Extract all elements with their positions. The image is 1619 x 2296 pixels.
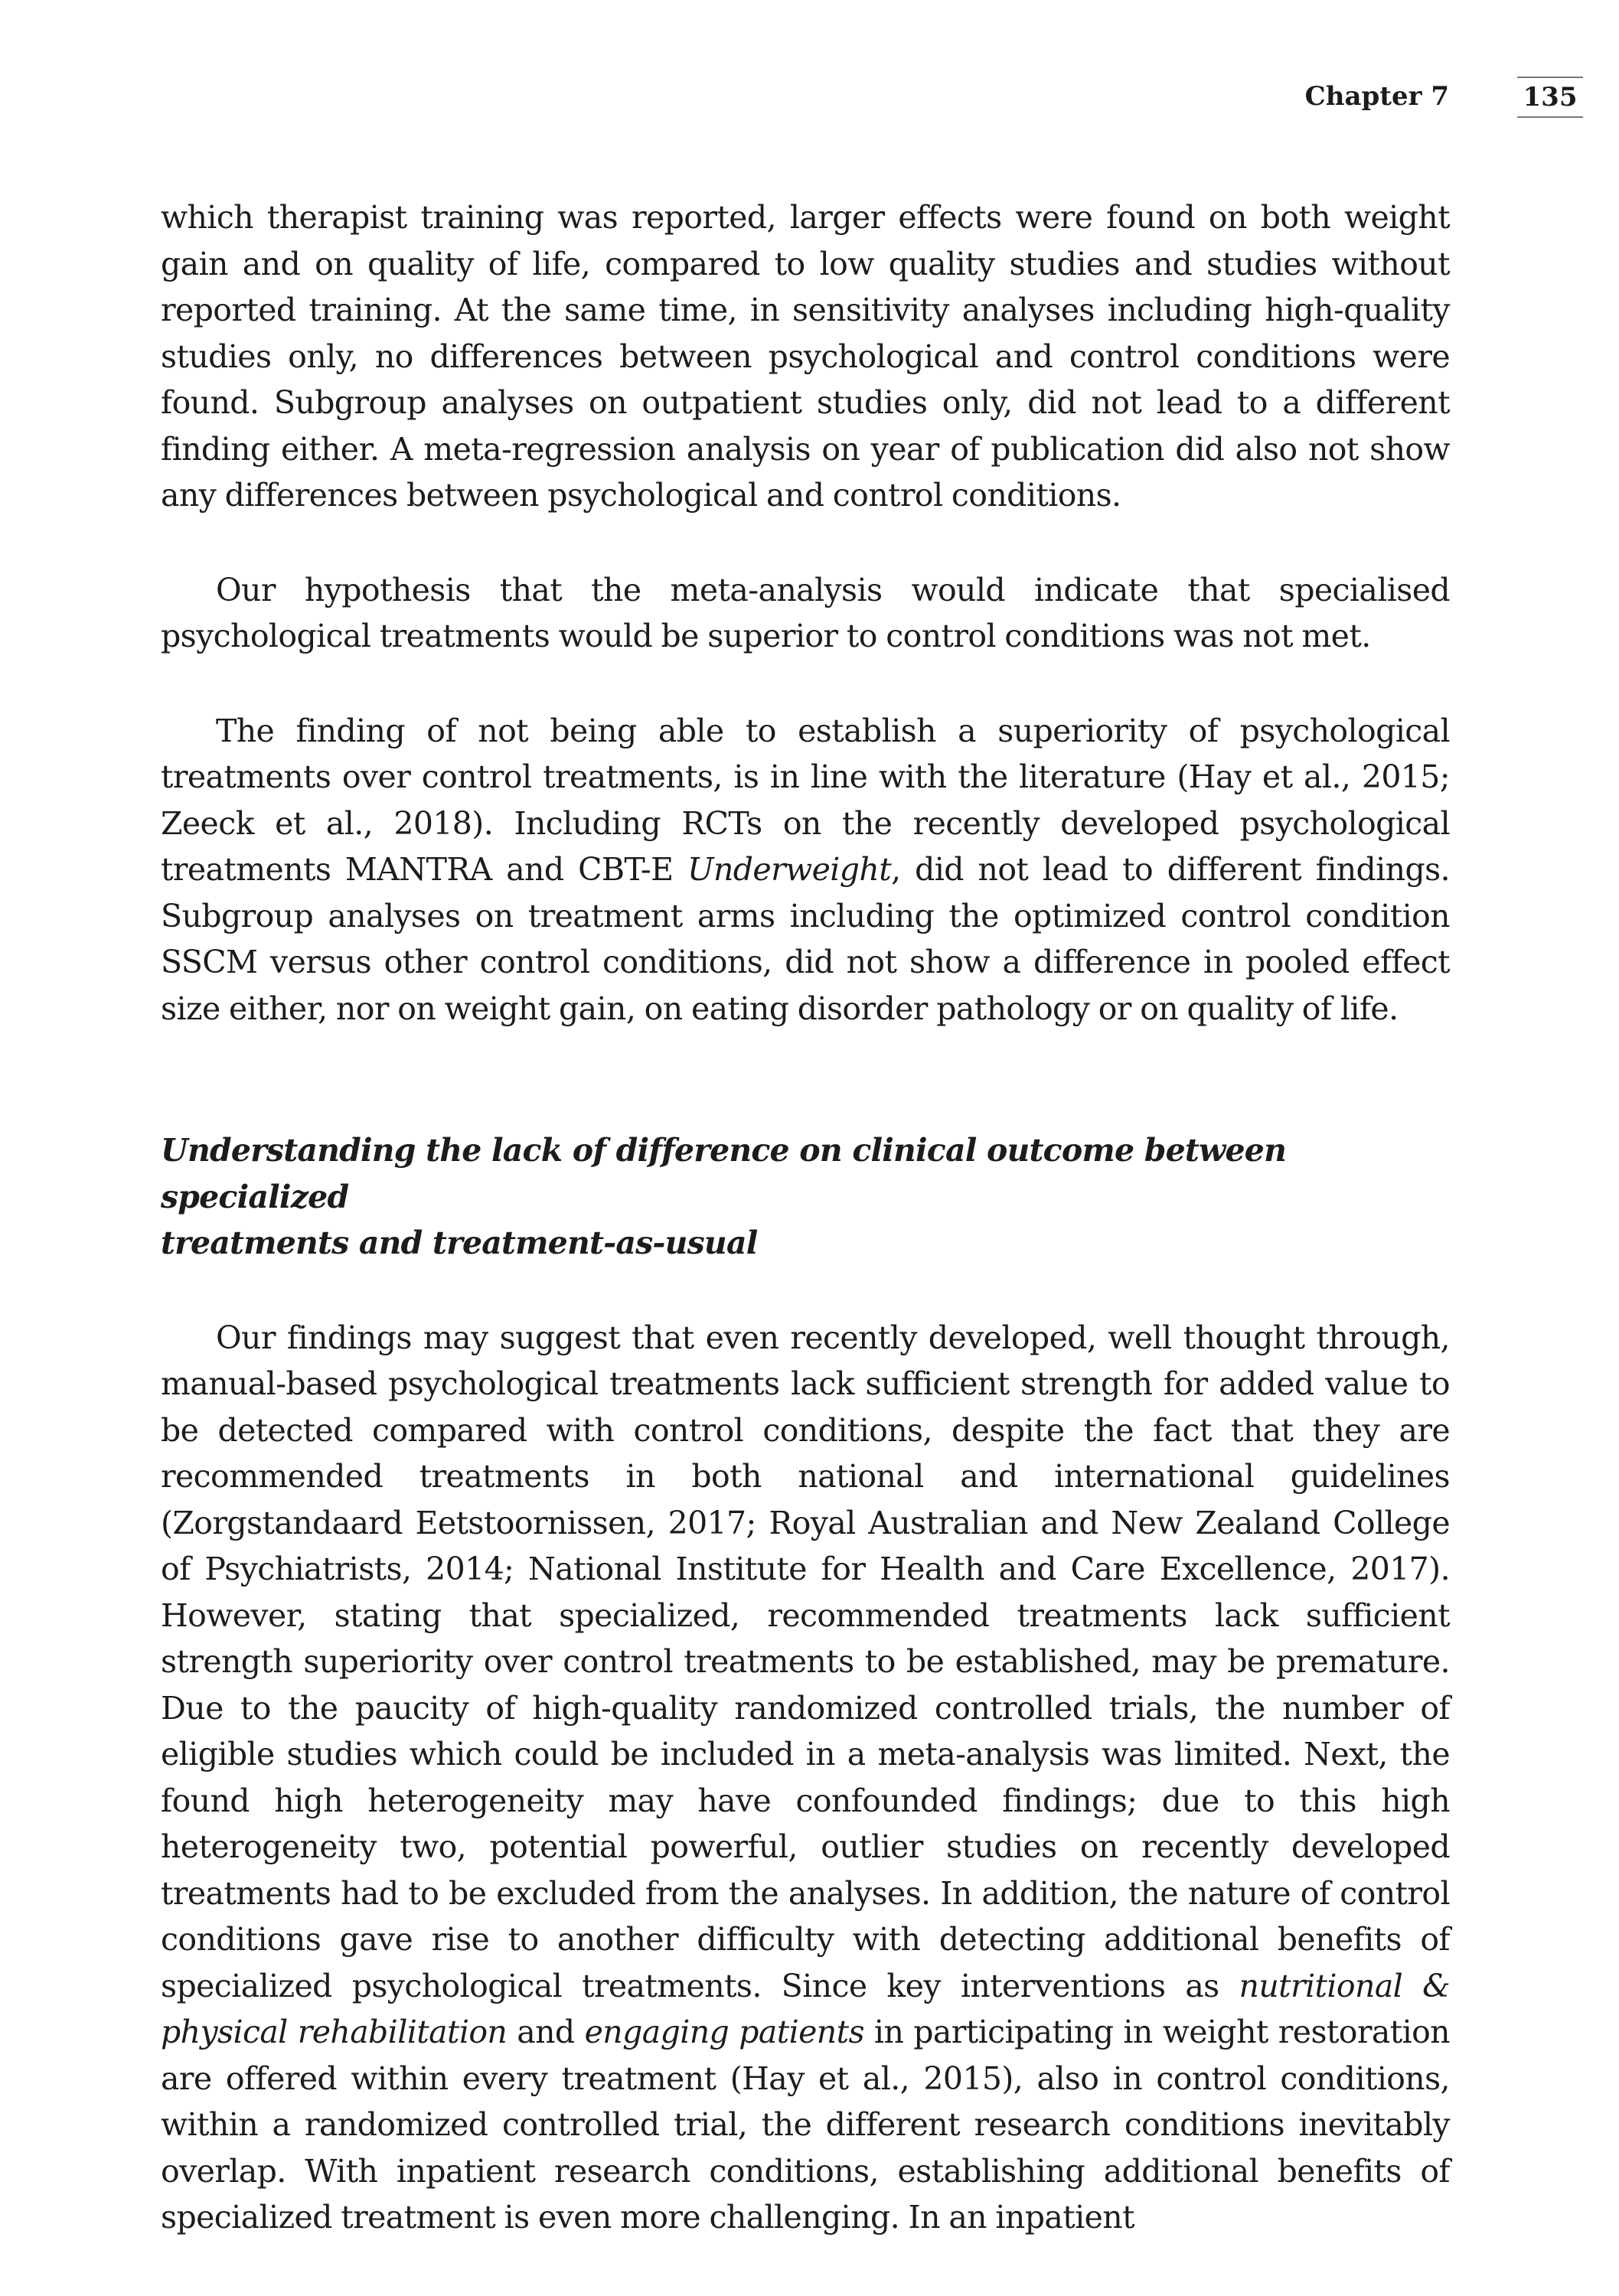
- section-heading-line-1: Understanding the lack of difference on clinical outcome between specialized: [161, 1132, 1287, 1215]
- running-header: [0, 77, 1619, 122]
- paragraph-hypothesis: Our hypothesis that the meta-analysis would indicate that specialised psychological treatments would be superior to control conditions was not met.: [161, 571, 1450, 654]
- page-number: 135: [1517, 77, 1583, 118]
- body-text: [161, 194, 1450, 2241]
- italic-term-rehabilitation: nutritional & physical rehabilitation: [161, 1967, 1450, 2050]
- paragraph-training-effects: which therapist training was reported, larger effects were found on both weight gain and on quality of life, compared to low quality studies and studies without reported training. At the same time, in sensitivity analyses including high-quality studies only, no differences between psychological and control conditions were found. Subgroup analyses on outpatient studies only, did not lead to a different finding either. A meta-regression analysis on year of publication did also not show any differences between psychological and control conditions.: [161, 199, 1450, 514]
- text-run: , did not lead to different findings. Subgroup analyses on treatment arms including the optimized control condition SSCM versus other control conditions, did not show a difference in pooled effect size either, nor on weight gain, on eating disorder pathology or on quality of life.: [161, 851, 1450, 1027]
- section-heading-line-2: treatments and treatment-as-usual: [161, 1225, 758, 1261]
- italic-term-engaging-patients: engaging patients: [584, 2014, 864, 2050]
- heading-spacer: [161, 1267, 1450, 1315]
- text-run: and: [507, 2014, 585, 2050]
- section-spacer: [161, 1032, 1450, 1127]
- italic-term-underweight: Underweight: [687, 851, 892, 888]
- section-heading: [161, 1127, 1450, 1267]
- chapter-label: Chapter 7: [1304, 81, 1449, 112]
- text-run: in participating in weight restoration are offered within every treatment (Hay et al., 2015), also in control conditions, within a randomized controlled trial, the different research conditions inevitably overlap. With inpatient research conditions, establishing additional benefits of specialized treatment is even more challenging. In an inpatient: [161, 2014, 1450, 2236]
- paragraph-spacer: [161, 519, 1450, 567]
- paragraph-findings-discussion: [161, 1315, 1450, 2241]
- text-run: The finding of not being able to establish a superiority of psychological treatments over control treatments, is in line with the literature (Hay et al., 2015; Zeeck et al., 2018). Including RCTs on the recently developed psychological treatments MANTRA and CBT-E: [161, 712, 1450, 888]
- paragraph-superiority-finding: [161, 708, 1450, 1032]
- text-run: Our findings may suggest that even recently developed, well thought through, manual-based psychological treatments lack sufficient strength for added value to be detected compared with control conditions, despite the fact that they are recommended treatments in both national and international guidelines (Zorgstandaard Eetstoornissen, 2017; Royal Australian and New Zealand College of Psychiatrists, 2014; National Institute for Health and Care Excellence, 2017). However, stating that specialized, recommended treatments lack sufficient strength superiority over control treatments to be established, may be premature. Due to the paucity of high-quality randomized controlled trials, the number of eligible studies which could be included in a meta-analysis was limited. Next, the found high heterogeneity may have confounded findings; due to this high heterogeneity two, potential powerful, outlier studies on recently developed treatments had to be excluded from the analyses. In addition, the nature of control conditions gave rise to another difficulty with detecting additional benefits of specialized psychological treatments. Since key interventions as: [161, 1319, 1450, 2004]
- paragraph-spacer: [161, 660, 1450, 708]
